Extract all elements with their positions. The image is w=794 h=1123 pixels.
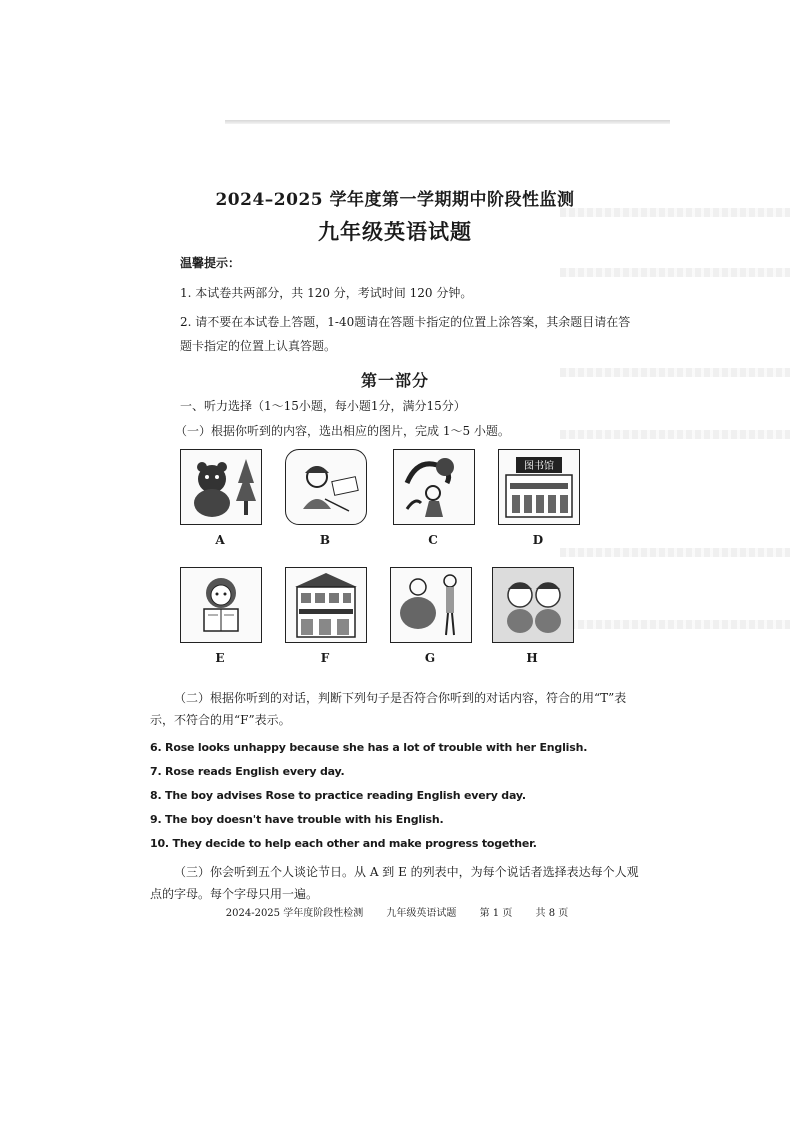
library-sign: 图书馆	[524, 461, 554, 472]
footer-page: 第 1 页	[479, 908, 513, 919]
tips-heading: 温馨提示：	[180, 256, 241, 270]
exam-subtitle: 九年级英语试题	[318, 219, 472, 244]
picture-label: C	[428, 533, 438, 547]
picture-h	[492, 567, 574, 643]
library-building-icon	[502, 453, 576, 521]
part-title: 第一部分	[360, 371, 429, 390]
dragon-dance-icon	[397, 453, 471, 521]
tip-item: 1. 本试卷共两部分，共 120 分，考试时间 120 分钟。	[180, 286, 473, 300]
picture-label: A	[215, 533, 225, 547]
shop-building-icon	[289, 571, 363, 639]
bear-icon	[184, 453, 258, 521]
picture-a	[180, 449, 262, 525]
dolls-icon	[496, 571, 570, 639]
picture-label: D	[532, 533, 544, 547]
fat-thin-men-icon	[394, 571, 468, 639]
statement: 7. Rose reads English every day.	[150, 765, 345, 778]
footer-total: 共 8 页	[535, 908, 569, 919]
picture-label: G	[424, 651, 436, 665]
picture-f	[285, 567, 367, 643]
footer-subject: 九年级英语试题	[386, 908, 457, 919]
subsection-title: （二）根据你听到的对话，判断下列句子是否符合你听到的对话内容，符合的用“T”表示，不符合的用“F”表示。	[150, 691, 627, 727]
footer-exam: 2024-2025 学年度阶段性检测	[225, 908, 364, 919]
statement: 6. Rose looks unhappy because she has a lot of trouble with her English.	[150, 741, 588, 754]
picture-g	[390, 567, 472, 643]
subsection-title: （三）你会听到五个人谈论节日。从 A 到 E 的列表中，为每个说话者选择表达每个人观点的字母。每个字母只用一遍。	[150, 865, 639, 901]
tip-item: 2. 请不要在本试卷上答题，1-40题请在答题卡指定的位置上涂答案，其余题目请在答题卡指定的位置上认真答题。	[180, 315, 631, 353]
picture-label: H	[526, 651, 538, 665]
woman-writing-icon	[289, 453, 363, 521]
picture-e	[180, 567, 262, 643]
picture-label: E	[215, 651, 225, 665]
picture-label: B	[319, 533, 331, 547]
picture-c	[393, 449, 475, 525]
statement: 8. The boy advises Rose to practice reading English every day.	[150, 789, 526, 802]
scan-edge	[225, 120, 670, 124]
girl-reading-icon	[184, 571, 258, 639]
picture-label: F	[320, 651, 330, 665]
section-title: 一、听力选择（1～15小题，每小题1分，满分15分）	[180, 399, 466, 413]
picture-d	[498, 449, 580, 525]
statement: 10. They decide to help each other and make progress together.	[150, 837, 537, 850]
page-footer	[0, 904, 794, 919]
statement: 9. The boy doesn't have trouble with his English.	[150, 813, 444, 826]
subsection-title: （一）根据你听到的内容，选出相应的图片，完成 1～5 小题。	[175, 424, 510, 438]
exam-title: 2024–2025 学年度第一学期期中阶段性监测	[215, 190, 575, 210]
picture-grid	[150, 449, 640, 671]
exam-page	[150, 185, 640, 909]
picture-b	[285, 449, 367, 525]
